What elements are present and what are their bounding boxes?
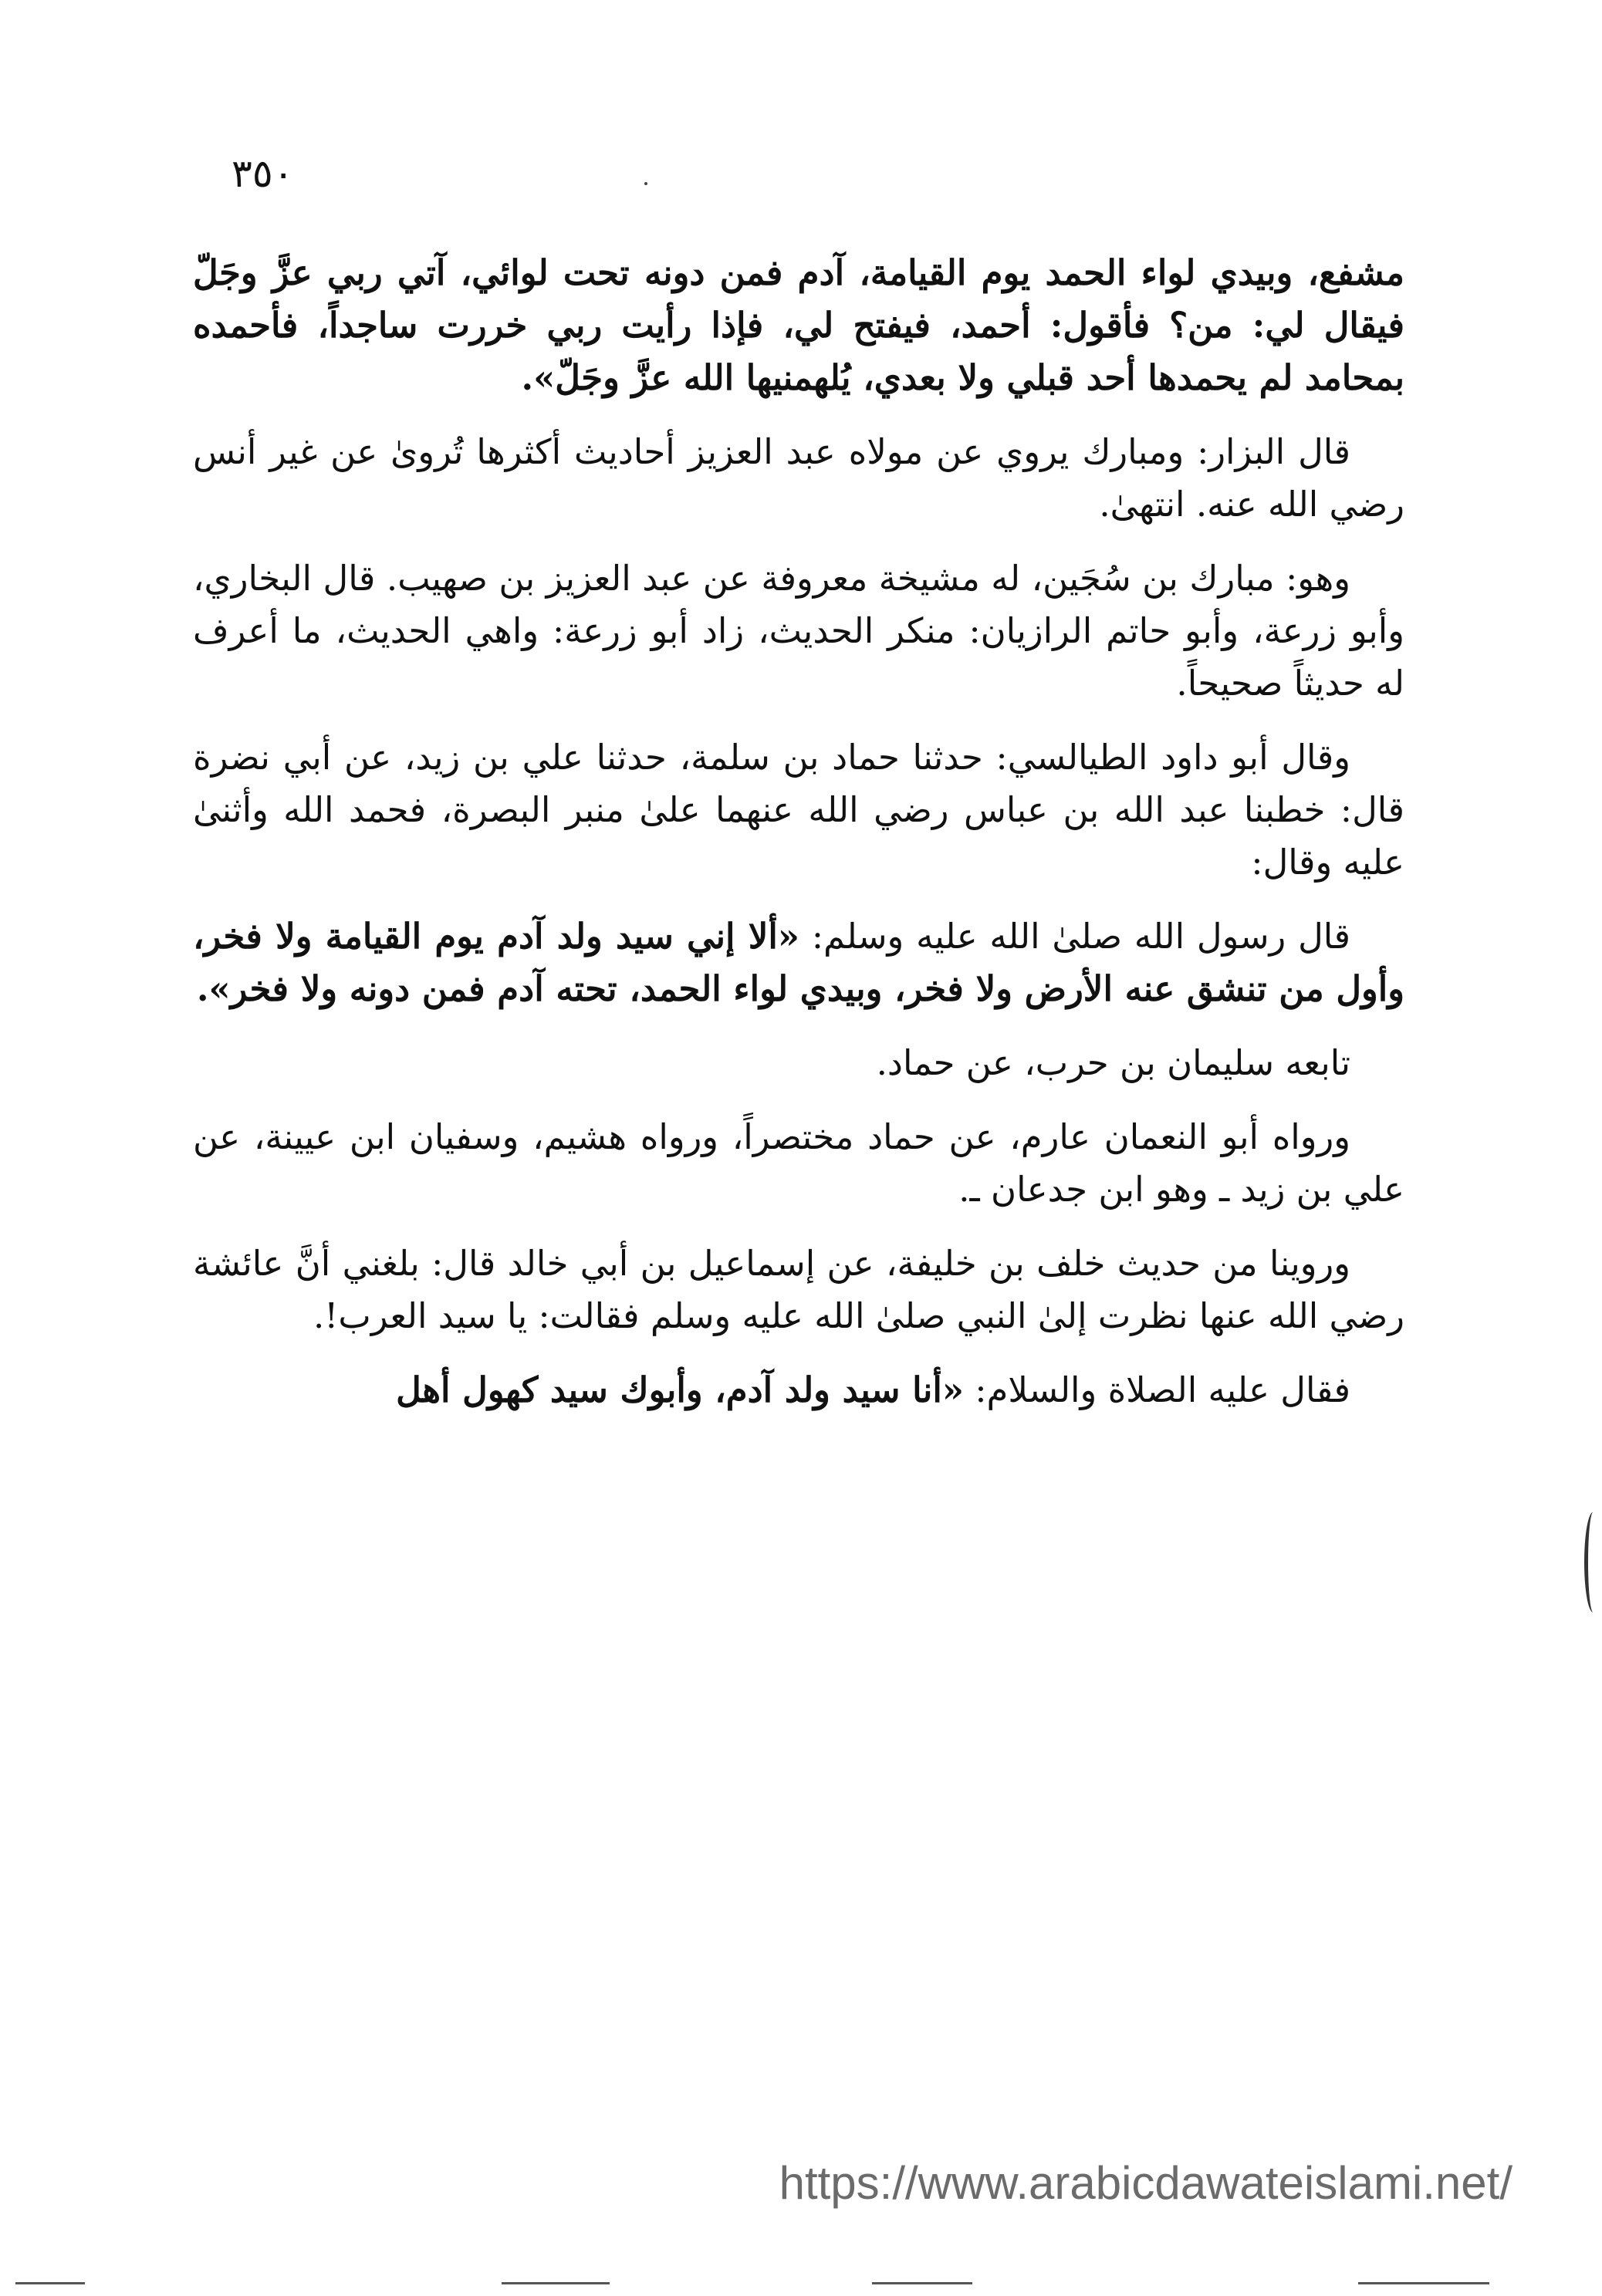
page-number: ٣٥٠ <box>232 151 294 196</box>
paragraph-text-plain: فقال عليه الصلاة والسلام: <box>964 1369 1350 1410</box>
body-text <box>193 247 1404 1438</box>
footer-scan-line <box>872 2282 972 2284</box>
footer-scan-line <box>1358 2282 1489 2284</box>
paragraph-mubarak-narrator <box>193 552 1404 710</box>
watermark-url: https://www.arabicdawateislami.net/ <box>779 2157 1512 2209</box>
paragraph-sulaiman-follow <box>193 1037 1404 1089</box>
paragraph-text-bold: «أنا سيد ولد آدم، وأبوك سيد كهول أهل <box>396 1369 965 1410</box>
paragraph-text: تابعه سليمان بن حرب، عن حماد. <box>876 1042 1350 1083</box>
paragraph-tayalisi-chain <box>193 731 1404 889</box>
paragraph-text: قال البزار: ومبارك يروي عن مولاه عبد العزيز أحاديث أكثرها تُروىٰ عن غير أنس رضي الله عنه. انتهىٰ. <box>193 431 1404 525</box>
scan-speck <box>644 182 647 185</box>
paragraph-bazzar-comment <box>193 426 1404 531</box>
paragraph-abu-numan <box>193 1111 1404 1216</box>
binding-edge-mark <box>1584 1512 1602 1612</box>
paragraph-prophet-saying <box>193 910 1404 1015</box>
paragraph-text: ورواه أبو النعمان عارم، عن حماد مختصراً، ورواه هشيم، وسفيان ابن عيينة، عن علي بن زيد ـ وهو ابن جدعان ـ. <box>193 1116 1404 1210</box>
paragraph-text: وهو: مبارك بن سُجَين، له مشيخة معروفة عن عبد العزيز بن صهيب. قال البخاري، وأبو زرعة، وأبو حاتم الرازيان: منكر الحديث، زاد أبو زرعة: واهي الحديث، ما أعرف له حديثاً صحيحاً. <box>193 558 1404 704</box>
paragraph-aisha-narration <box>193 1237 1404 1342</box>
paragraph-text-bold: «ألا إني سيد ولد آدم يوم القيامة ولا فخر، وأول من تنشق عنه الأرض ولا فخر، وبيدي لواء الحمد، تحته آدم فمن دونه ولا فخر». <box>193 916 1404 1009</box>
footer-scan-line <box>15 2282 85 2284</box>
paragraph-text: وروينا من حديث خلف بن خليفة، عن إسماعيل بن أبي خالد قال: بلغني أنَّ عائشة رضي الله عنها نظرت إلىٰ النبي صلىٰ الله عليه وسلم فقالت: يا سيد العرب!. <box>193 1243 1404 1336</box>
footer-scan-line <box>502 2282 610 2284</box>
paragraph-hadith-continuation <box>193 247 1404 404</box>
paragraph-text-plain: قال رسول الله صلىٰ الله عليه وسلم: <box>799 916 1350 957</box>
paragraph-text: وقال أبو داود الطيالسي: حدثنا حماد بن سلمة، حدثنا علي بن زيد، عن أبي نضرة قال: خطبنا عبد الله بن عباس رضي الله عنهما علىٰ منبر البصرة، فحمد الله وأثنىٰ عليه وقال: <box>193 737 1404 883</box>
paragraph-text: مشفع، وبيدي لواء الحمد يوم القيامة، آدم فمن دونه تحت لوائي، آتي ربي عزَّ وجَلّ فيقال لي: من؟ فأقول: أحمد، فيفتح لي، فإذا رأيت ربي خررت ساجداً، فأحمده بمحامد لم يحمدها أحد قبلي ولا بعدي، يُلهمنيها الله عزَّ وجَلّ». <box>193 252 1404 398</box>
paragraph-final-reply <box>193 1364 1404 1416</box>
